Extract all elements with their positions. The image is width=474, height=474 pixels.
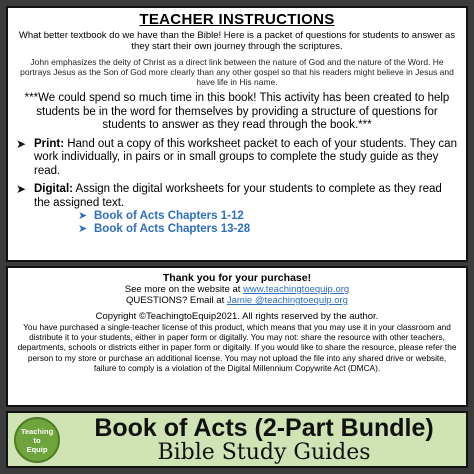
digital-instruction [16, 183, 458, 210]
digital-label: Digital: [34, 183, 73, 195]
print-text: Hand out a copy of this worksheet packet to each of your students. They can work individually, in pairs or in small groups to complete the study guide as they read. [34, 137, 457, 177]
activity-note: ***We could spend so much time in this book! This activity has been created to help students be in the word for themselves by providing a structure of questions for students to answer as they read through the book.*** [24, 92, 450, 131]
digital-text: Assign the digital worksheets for your students to complete as they read the assigned text. [34, 183, 442, 209]
arrow-bullet-icon: ➤ [16, 182, 27, 196]
thank-you-panel [6, 266, 468, 407]
product-banner [6, 411, 468, 468]
link-acts-part-1[interactable] [78, 210, 458, 223]
link-acts-part-2-label[interactable]: Book of Acts Chapters 13-28 [94, 223, 251, 235]
teaching-to-equip-logo: Teaching to Equip [14, 417, 60, 463]
product-subtitle: Bible Study Guides [157, 440, 371, 465]
teacher-instructions-panel [6, 6, 468, 262]
website-link[interactable]: www.teachingtoequip.org [243, 284, 350, 295]
arrow-bullet-icon: ➤ [16, 136, 27, 151]
link-acts-part-2[interactable] [78, 223, 458, 236]
product-title: Book of Acts (2-Part Bundle) [94, 414, 434, 442]
teacher-instructions-title: TEACHER INSTRUCTIONS [139, 11, 335, 28]
intro-text: What better textbook do we have than the Bible! Here is a packet of questions for students to answer as they start their own journey through the scriptures. [18, 30, 456, 52]
arrow-bullet-icon: ➤ [78, 223, 88, 235]
print-instruction [16, 138, 458, 179]
website-line: See more on the website at www.teachingtoequip.org [124, 284, 350, 295]
email-line: QUESTIONS? Email at Jamie @teachingtoequip.org [126, 295, 348, 306]
link-acts-part-1-label[interactable]: Book of Acts Chapters 1-12 [94, 210, 244, 222]
john-description: John emphasizes the deity of Christ as a direct link between the nature of God and the nature of the Word. He portrays Jesus as the Son of God more clearly than any other gospel so that his readers might believe in Jesus and have life in His name. [20, 57, 454, 87]
license-text: You have purchased a single-teacher license of this product, which means that you may use it in your classroom and distribute it to your students, either in paper form or digitally. You may not: share the resource with other teachers, departments, schools or districts either in paper form or digitally. If you would like to share the resource, please refer the person to my store or purchase an additional license. You may not upload the file into any shared drive or website, failure to comply is a violation of the Digital Millennium Copywrite Act (DMCA). [17, 322, 457, 373]
thank-you-title: Thank you for your purchase! [162, 272, 312, 284]
print-label: Print: [34, 137, 65, 150]
arrow-bullet-icon: ➤ [78, 210, 88, 222]
copyright-text: Copyright ©TeachingtoEquip2021. All rights reserved by the author. [95, 311, 379, 322]
email-link[interactable]: Jamie @teachingtoequip.org [226, 295, 348, 306]
